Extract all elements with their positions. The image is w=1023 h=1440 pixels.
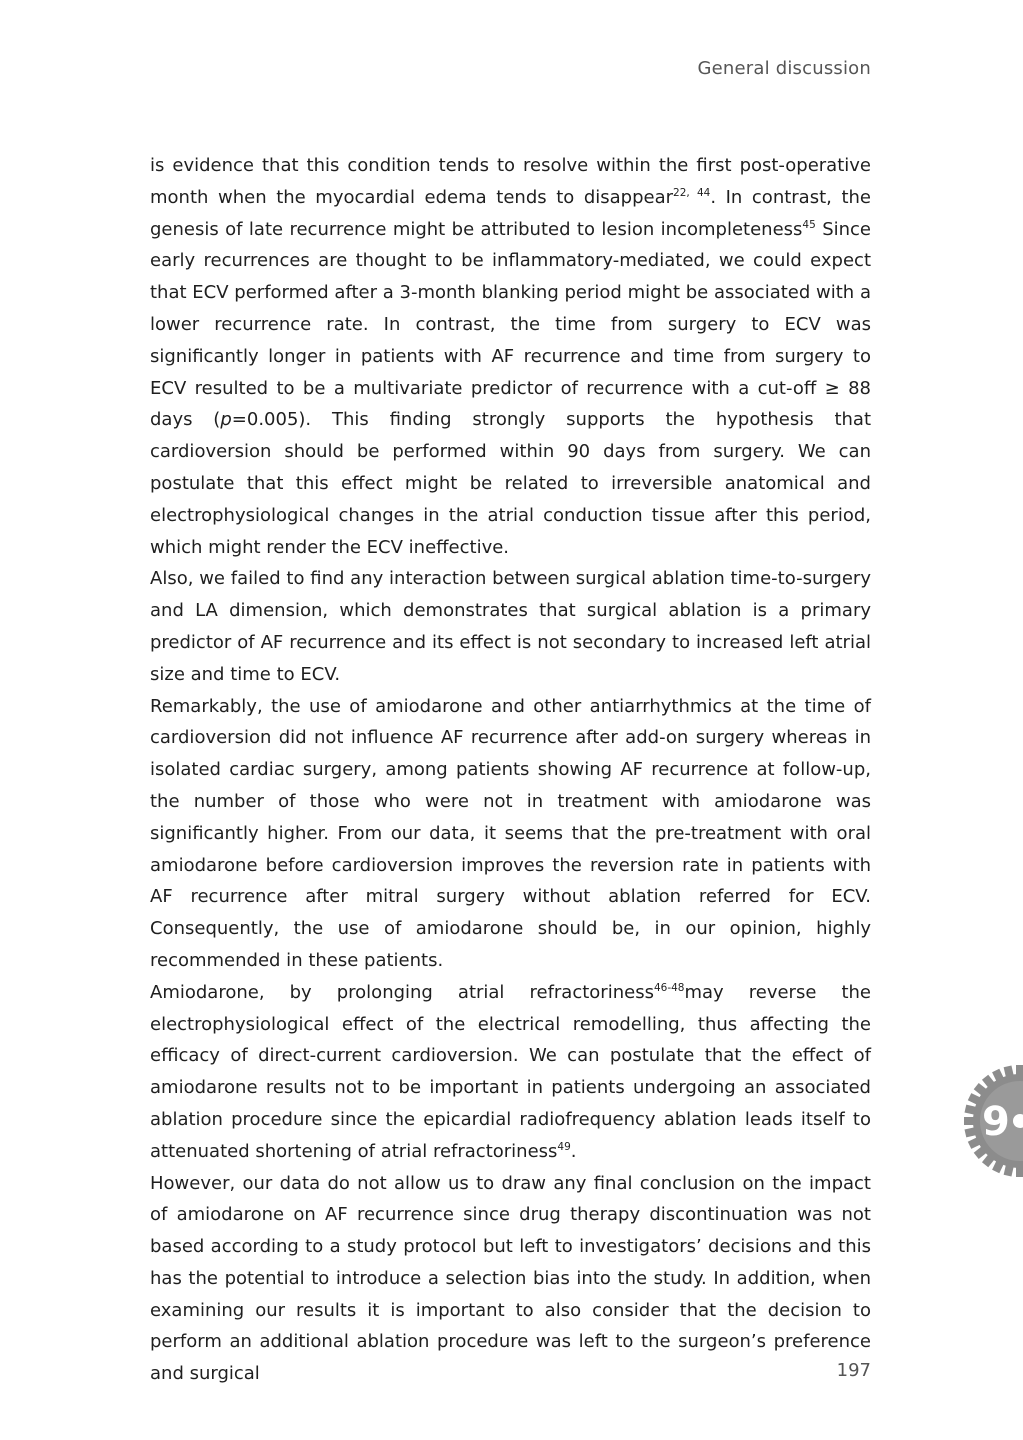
paragraph <box>150 150 871 563</box>
text-run: =0.005). This finding strongly supports the hypothesis that cardioversion should be performed within 90 days from surgery. We can postulate that this effect might be related to irreversible anatomical and electrophysiological changes in the atrial conduction tissue after this period, which might render the ECV ineffective. <box>150 409 872 558</box>
text-run: . In contrast, the genesis of late recurrence might be attributed to lesion incompleteness <box>150 186 871 240</box>
chapter-number: 9 <box>982 1099 1010 1145</box>
paragraph <box>150 1168 871 1391</box>
text-run: Also, we failed to find any interaction between surgical ablation time-to-surgery and LA dimension, which demonstrates that surgical ablation is a primary predictor of AF recurrence and its effect is not secondary to increased left atrial size and time to ECV. <box>150 568 871 685</box>
citation-superscript: 49 <box>557 1140 571 1153</box>
italic-text: p <box>220 409 232 431</box>
paragraph <box>150 691 871 977</box>
citation-superscript: 22, 44 <box>673 186 711 199</box>
text-run: may reverse the electrophysiological effect of the electrical remodelling, thus affecting the efficacy of direct-current cardioversion. We can postulate that the effect of amiodarone results not to be important in patients undergoing an associated ablation procedure since the epicardial radiofrequency ablation leads itself to attenuated shortening of atrial refractoriness <box>150 981 871 1162</box>
page-number: 197 <box>836 1360 871 1381</box>
text-run: However, our data do not allow us to draw any final conclusion on the impact of amiodarone on AF recurrence since drug therapy discontinuation was not based according to a study protocol but left to investigators’ decisions and this has the potential to introduce a selection bias into the study. In addition, when examining our results it is important to also consider that the decision to perform an additional ablation procedure was left to the surgeon’s preference and surgical <box>150 1172 871 1385</box>
chapter-tab <box>962 1063 1023 1179</box>
paragraph <box>150 563 871 690</box>
text-run: Amiodarone, by prolonging atrial refractoriness <box>150 981 654 1003</box>
text-run: is evidence that this condition tends to resolve within the first post-operative month when the myocardial edema tends to disappear <box>150 155 871 208</box>
paragraph <box>150 977 871 1168</box>
body-text <box>150 150 871 1390</box>
citation-superscript: 45 <box>802 218 816 231</box>
text-run: Since early recurrences are thought to be inflammatory-mediated, we could expect that ECV performed after a 3-month blanking period might be associated with a lower recurrence rate. In contrast, the time from surgery to ECV was significantly longer in patients with AF recurrence and time from surgery to ECV resulted to be a multivariate predictor of recurrence with a cut-off ≥ 88 days ( <box>150 218 871 431</box>
text-run: . <box>570 1140 577 1162</box>
running-head: General discussion <box>697 58 871 79</box>
text-run: Remarkably, the use of amiodarone and other antiarrhythmics at the time of cardioversion did not influence AF recurrence after add-on surgery whereas in isolated cardiac surgery, among patients showing AF recurrence at follow-up, the number of those who were not in treatment with amiodarone was significantly higher. From our data, it seems that the pre-treatment with oral amiodarone before cardioversion improves the reversion rate in patients with AF recurrence after mitral surgery without ablation referred for ECV. Consequently, the use of amiodarone should be, in our opinion, highly recommended in these patients. <box>150 695 871 971</box>
citation-superscript: 46-48 <box>653 981 685 994</box>
